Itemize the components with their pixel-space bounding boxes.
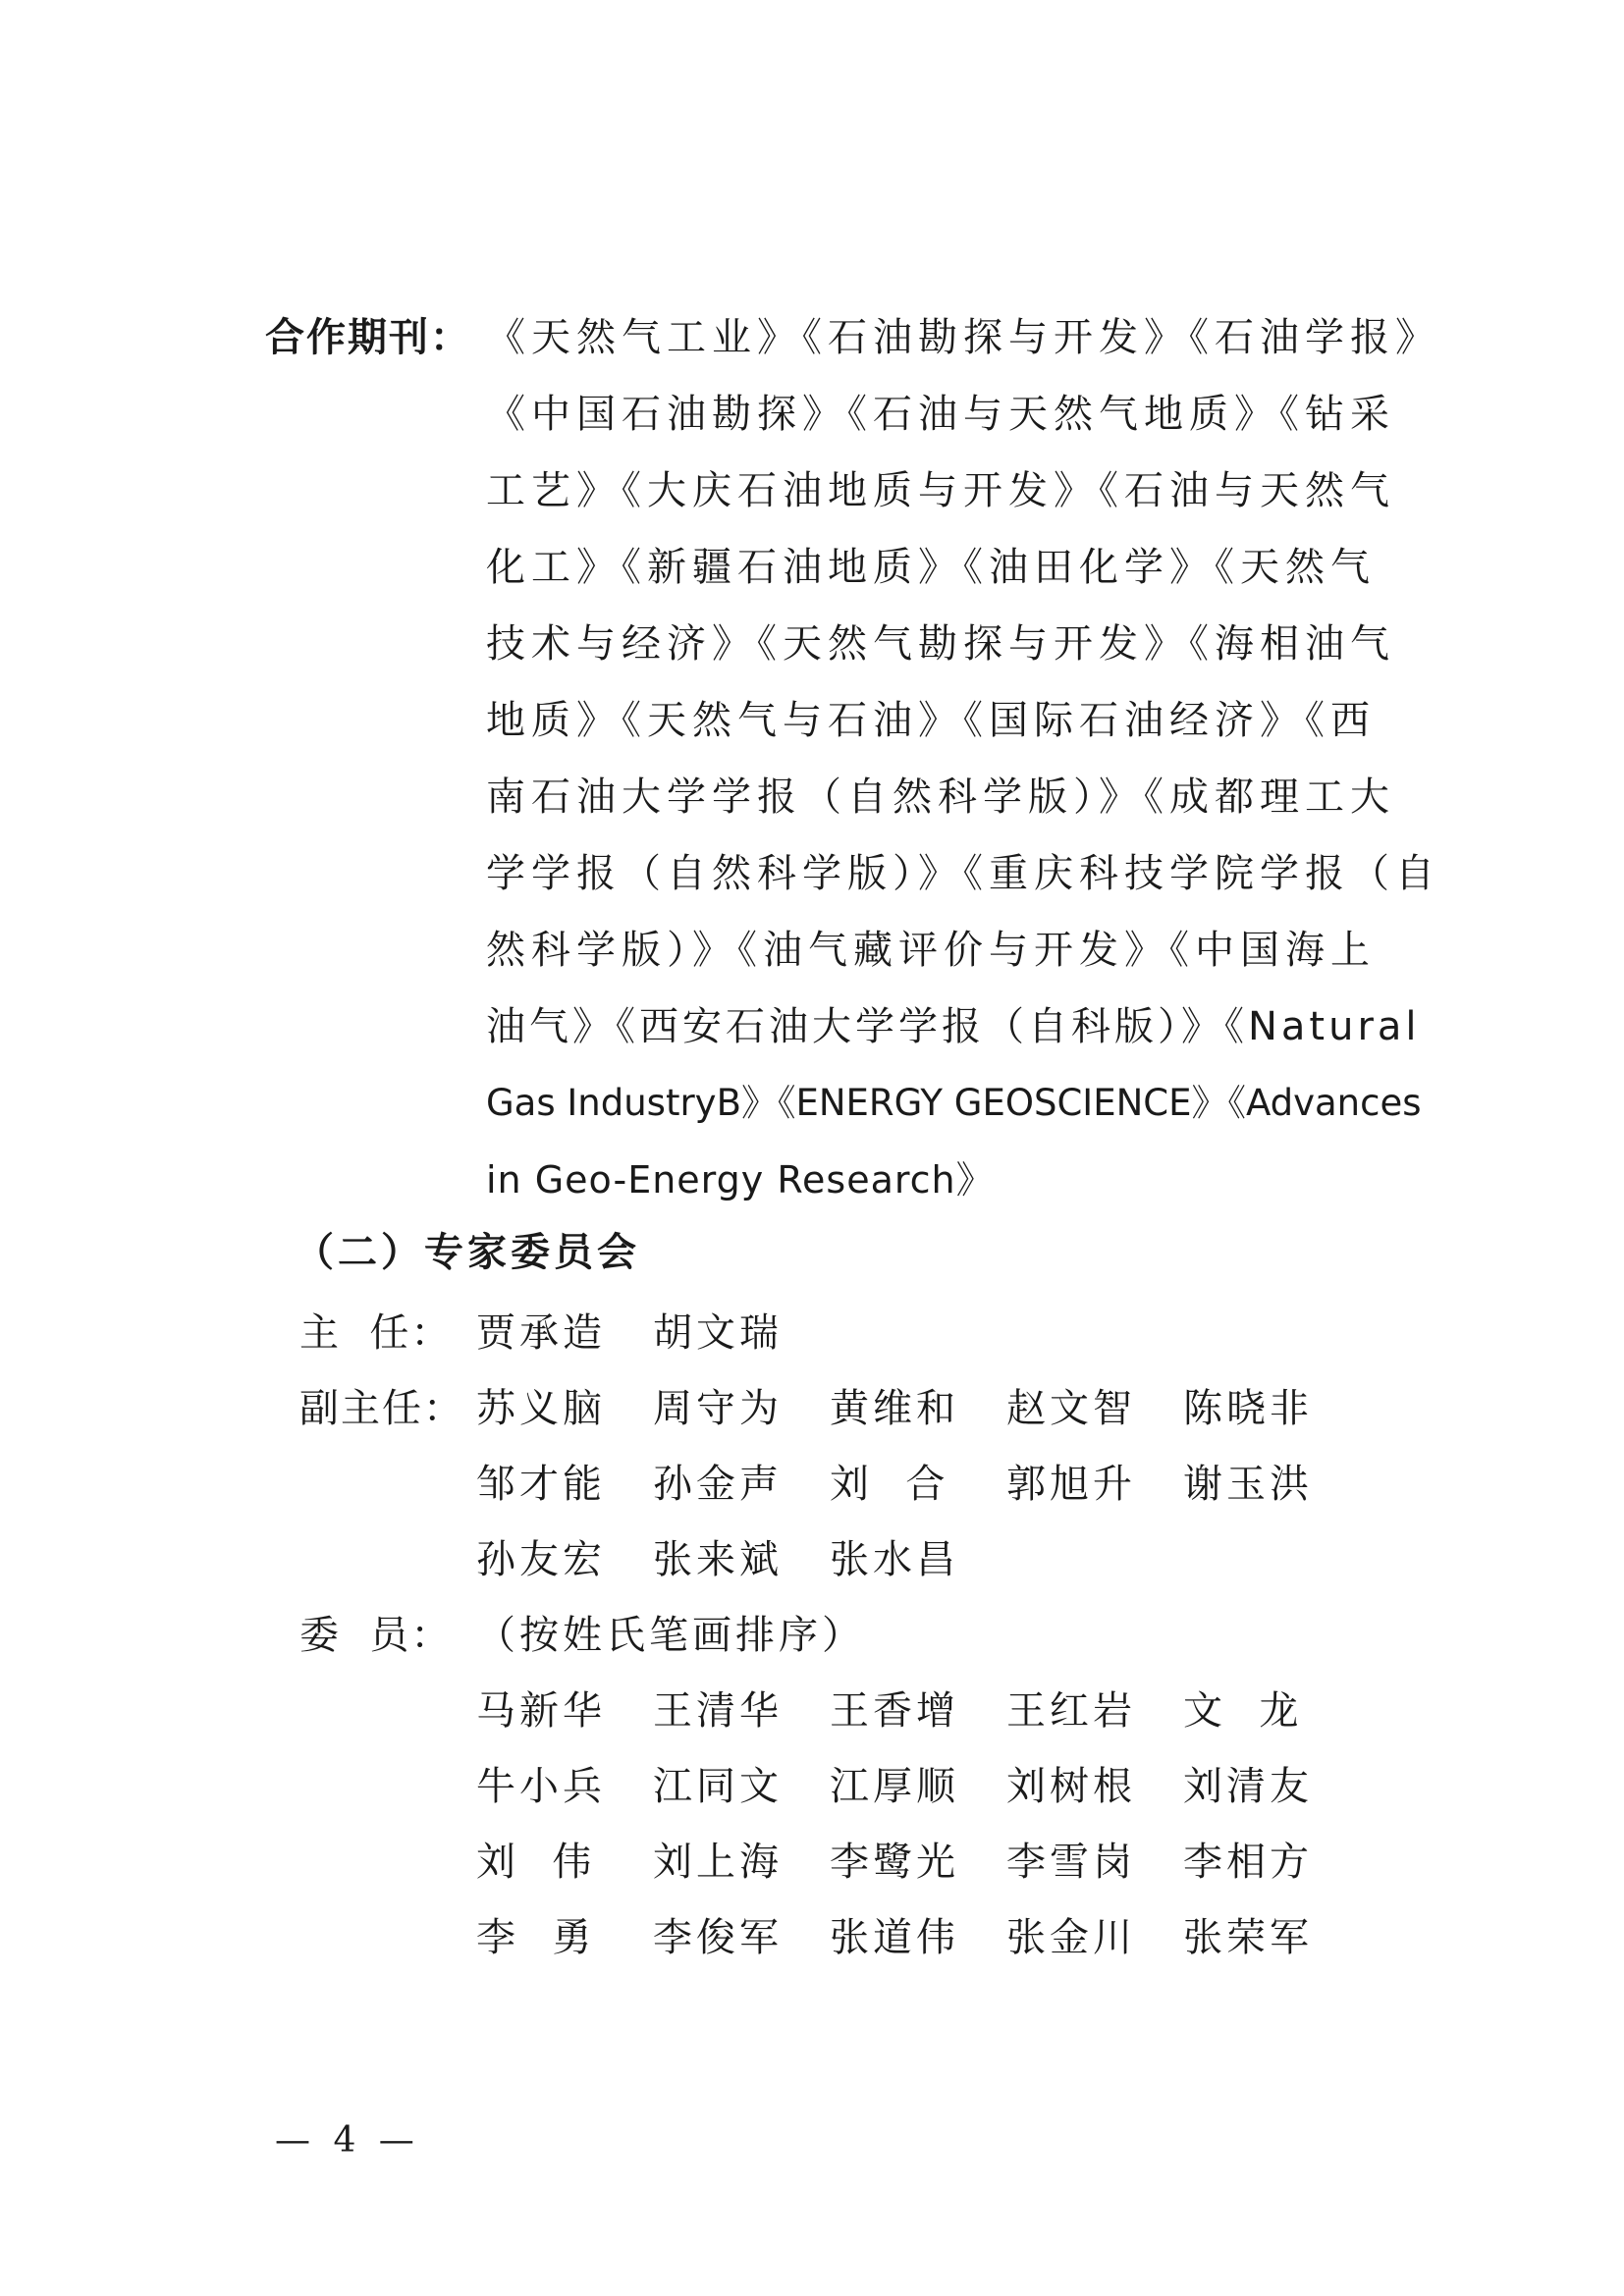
committee-name: 王红岩 <box>1006 1688 1136 1734</box>
committee-name: 张道伟 <box>830 1915 959 1960</box>
committee-name: 张水昌 <box>830 1537 959 1582</box>
committee-name: 张荣军 <box>1183 1915 1313 1960</box>
committee-name: 孙友宏 <box>476 1537 606 1582</box>
committee-name: 牛小兵 <box>476 1764 606 1809</box>
committee-name: 马新华 <box>476 1688 606 1734</box>
journal-line: 然科学版）》《油气藏评价与开发》《中国海上 <box>486 928 1376 973</box>
chair-label: 主 任： <box>299 1310 453 1356</box>
vice-chair-label: 副主任： <box>299 1386 464 1431</box>
committee-name: 刘上海 <box>653 1840 783 1885</box>
journal-line: 《天然气工业》《石油勘探与开发》《石油学报》 <box>486 315 1440 360</box>
committee-name: 周守为 <box>653 1386 783 1431</box>
member-names <box>476 1825 1458 1899</box>
committee-name: 苏义脑 <box>476 1386 606 1431</box>
committee-name: 李俊军 <box>653 1915 783 1960</box>
member-names <box>476 1900 1458 1975</box>
partner-journals-list <box>486 299 1443 1218</box>
journal-line: 南石油大学学报（自然科学版）》《成都理工大 <box>486 774 1395 820</box>
member-names <box>476 1749 1458 1824</box>
journal-line: 《中国石油勘探》《石油与天然气地质》《钻采 <box>486 392 1395 437</box>
members-order-note: （按姓氏笔画排序） <box>476 1613 865 1658</box>
journal-line: Gas IndustryB》《ENERGY GEOSCIENCE》《Advances <box>486 1082 1422 1124</box>
journal-line: 学学报（自然科学版）》《重庆科技学院学报（自 <box>486 851 1440 896</box>
journal-line: 油气》《西安石油大学学报（自科版）》《Natural <box>486 1004 1421 1049</box>
vice-chair-names <box>476 1371 1458 1446</box>
journal-line: 化工》《新疆石油地质》《油田化学》《天然气 <box>486 545 1376 590</box>
committee-name: 赵文智 <box>1006 1386 1136 1431</box>
committee-name: 张来斌 <box>653 1537 783 1582</box>
committee-name: 黄维和 <box>830 1386 959 1431</box>
committee-name: 郭旭升 <box>1006 1462 1136 1507</box>
page-number: — 4 — <box>275 2120 420 2161</box>
partner-journals-label: 合作期刊： <box>265 315 471 360</box>
committee-name: 李雪岗 <box>1006 1840 1136 1885</box>
committee-name: 胡文瑞 <box>653 1310 783 1356</box>
committee-name: 刘 合 <box>830 1462 949 1507</box>
committee-name: 刘树根 <box>1006 1764 1136 1809</box>
committee-name: 邹才能 <box>476 1462 606 1507</box>
committee-name: 谢玉洪 <box>1183 1462 1313 1507</box>
committee-name: 江同文 <box>653 1764 783 1809</box>
committee-name: 李鹭光 <box>830 1840 959 1885</box>
journal-line: in Geo-Energy Research》 <box>486 1158 995 1201</box>
committee-name: 刘 伟 <box>476 1840 596 1885</box>
committee-name: 江厚顺 <box>830 1764 959 1809</box>
committee-name: 张金川 <box>1006 1915 1136 1960</box>
vice-chair-names <box>476 1447 1458 1522</box>
committee-name: 刘清友 <box>1183 1764 1313 1809</box>
committee-name: 王香增 <box>830 1688 959 1734</box>
journal-line: 技术与经济》《天然气勘探与开发》《海相油气 <box>486 621 1395 667</box>
journal-line: 工艺》《大庆石油地质与开发》《石油与天然气 <box>486 468 1395 513</box>
committee-name: 王清华 <box>653 1688 783 1734</box>
committee-name: 文 龙 <box>1183 1688 1303 1734</box>
journal-line: 地质》《天然气与石油》《国际石油经济》《西 <box>486 698 1376 743</box>
member-names <box>476 1674 1458 1748</box>
committee-name: 陈晓非 <box>1183 1386 1313 1431</box>
expert-committee-heading: （二）专家委员会 <box>295 1229 640 1275</box>
chair-names <box>476 1296 1458 1370</box>
committee-name: 孙金声 <box>653 1462 783 1507</box>
committee-name: 李 勇 <box>476 1915 596 1960</box>
vice-chair-names <box>476 1522 1458 1597</box>
committee-name: 李相方 <box>1183 1840 1313 1885</box>
committee-name: 贾承造 <box>476 1310 606 1356</box>
members-label: 委 员： <box>299 1613 453 1658</box>
